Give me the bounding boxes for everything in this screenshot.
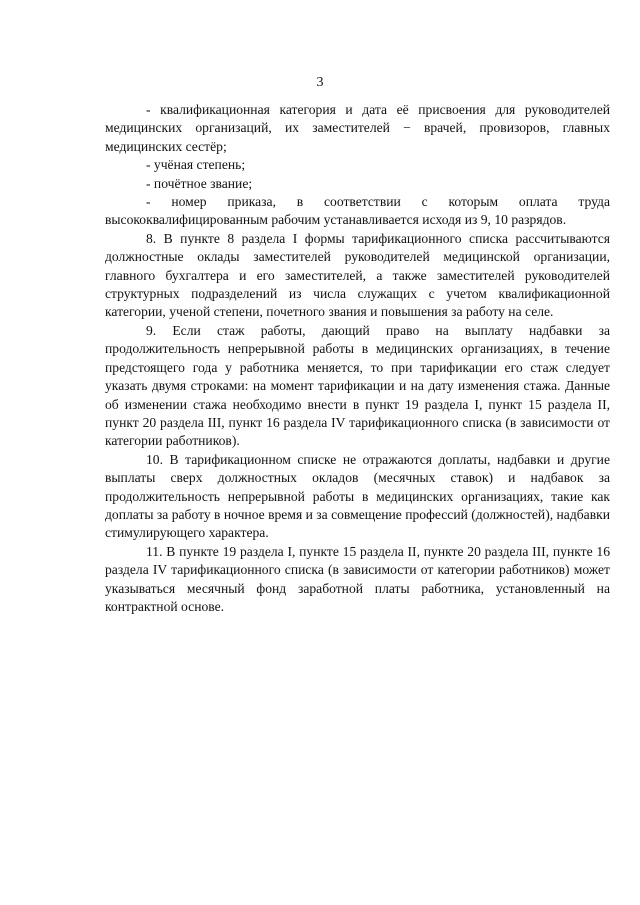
paragraph-qualification-category: - квалификационная категория и дата её присвоения для руководителей медицинских организаций, их заместителей − врачей, провизоров, главных медицинских сестёр;	[105, 102, 610, 154]
page-number: 3	[316, 75, 324, 90]
paragraph-item-10: 10. В тарификационном списке не отражаются доплаты, надбавки и другие выплаты сверх должностных окладов (месячных ставок) и надбавок за продолжительность непрерывной работы в медицинских организациях, такие как доплаты за работу в ночное время и за совмещение профессий (должностей), надбавки стимулирующего характера.	[105, 451, 610, 541]
document-body	[105, 101, 610, 616]
paragraph-honorary-title: - почётное звание;	[146, 175, 253, 191]
paragraph-order-number: - номер приказа, в соответствии с которым оплата труда высококвалифицированным рабочим устанавливается исходя из 9, 10 разрядов.	[105, 194, 610, 228]
paragraph-item-8: 8. В пункте 8 раздела I формы тарификационного списка рассчитываются должностные оклады заместителей руководителей медицинской организации, главного бухгалтера и его заместителей, а также заместителей руководителей структурных подразделений из числа служащих с учетом квалификационной категории, ученой степени, почетного звания и повышения за работу на селе.	[105, 230, 610, 320]
paragraph-academic-degree: - учёная степень;	[146, 157, 246, 173]
paragraph-item-11: 11. В пункте 19 раздела I, пункте 15 раздела II, пункте 20 раздела III, пункте 16 раздела IV тарификационного списка (в зависимости от категории работников) может указываться месячный фонд заработной платы работника, установленный на контрактной основе.	[105, 543, 610, 614]
paragraph-item-9: 9. Если стаж работы, дающий право на выплату надбавки за продолжительность непрерывной работы в медицинских организациях, в течение предстоящего года у работника меняется, то при тарификации его стаж следует указать двумя строками: на момент тарификации и на дату изменения стажа. Данные об изменении стажа необходимо внести в пункт 19 раздела I, пункт 15 раздела II, пункт 20 раздела III, пункт 16 раздела IV тарификационного списка (в зависимости от категории работников).	[105, 322, 610, 449]
